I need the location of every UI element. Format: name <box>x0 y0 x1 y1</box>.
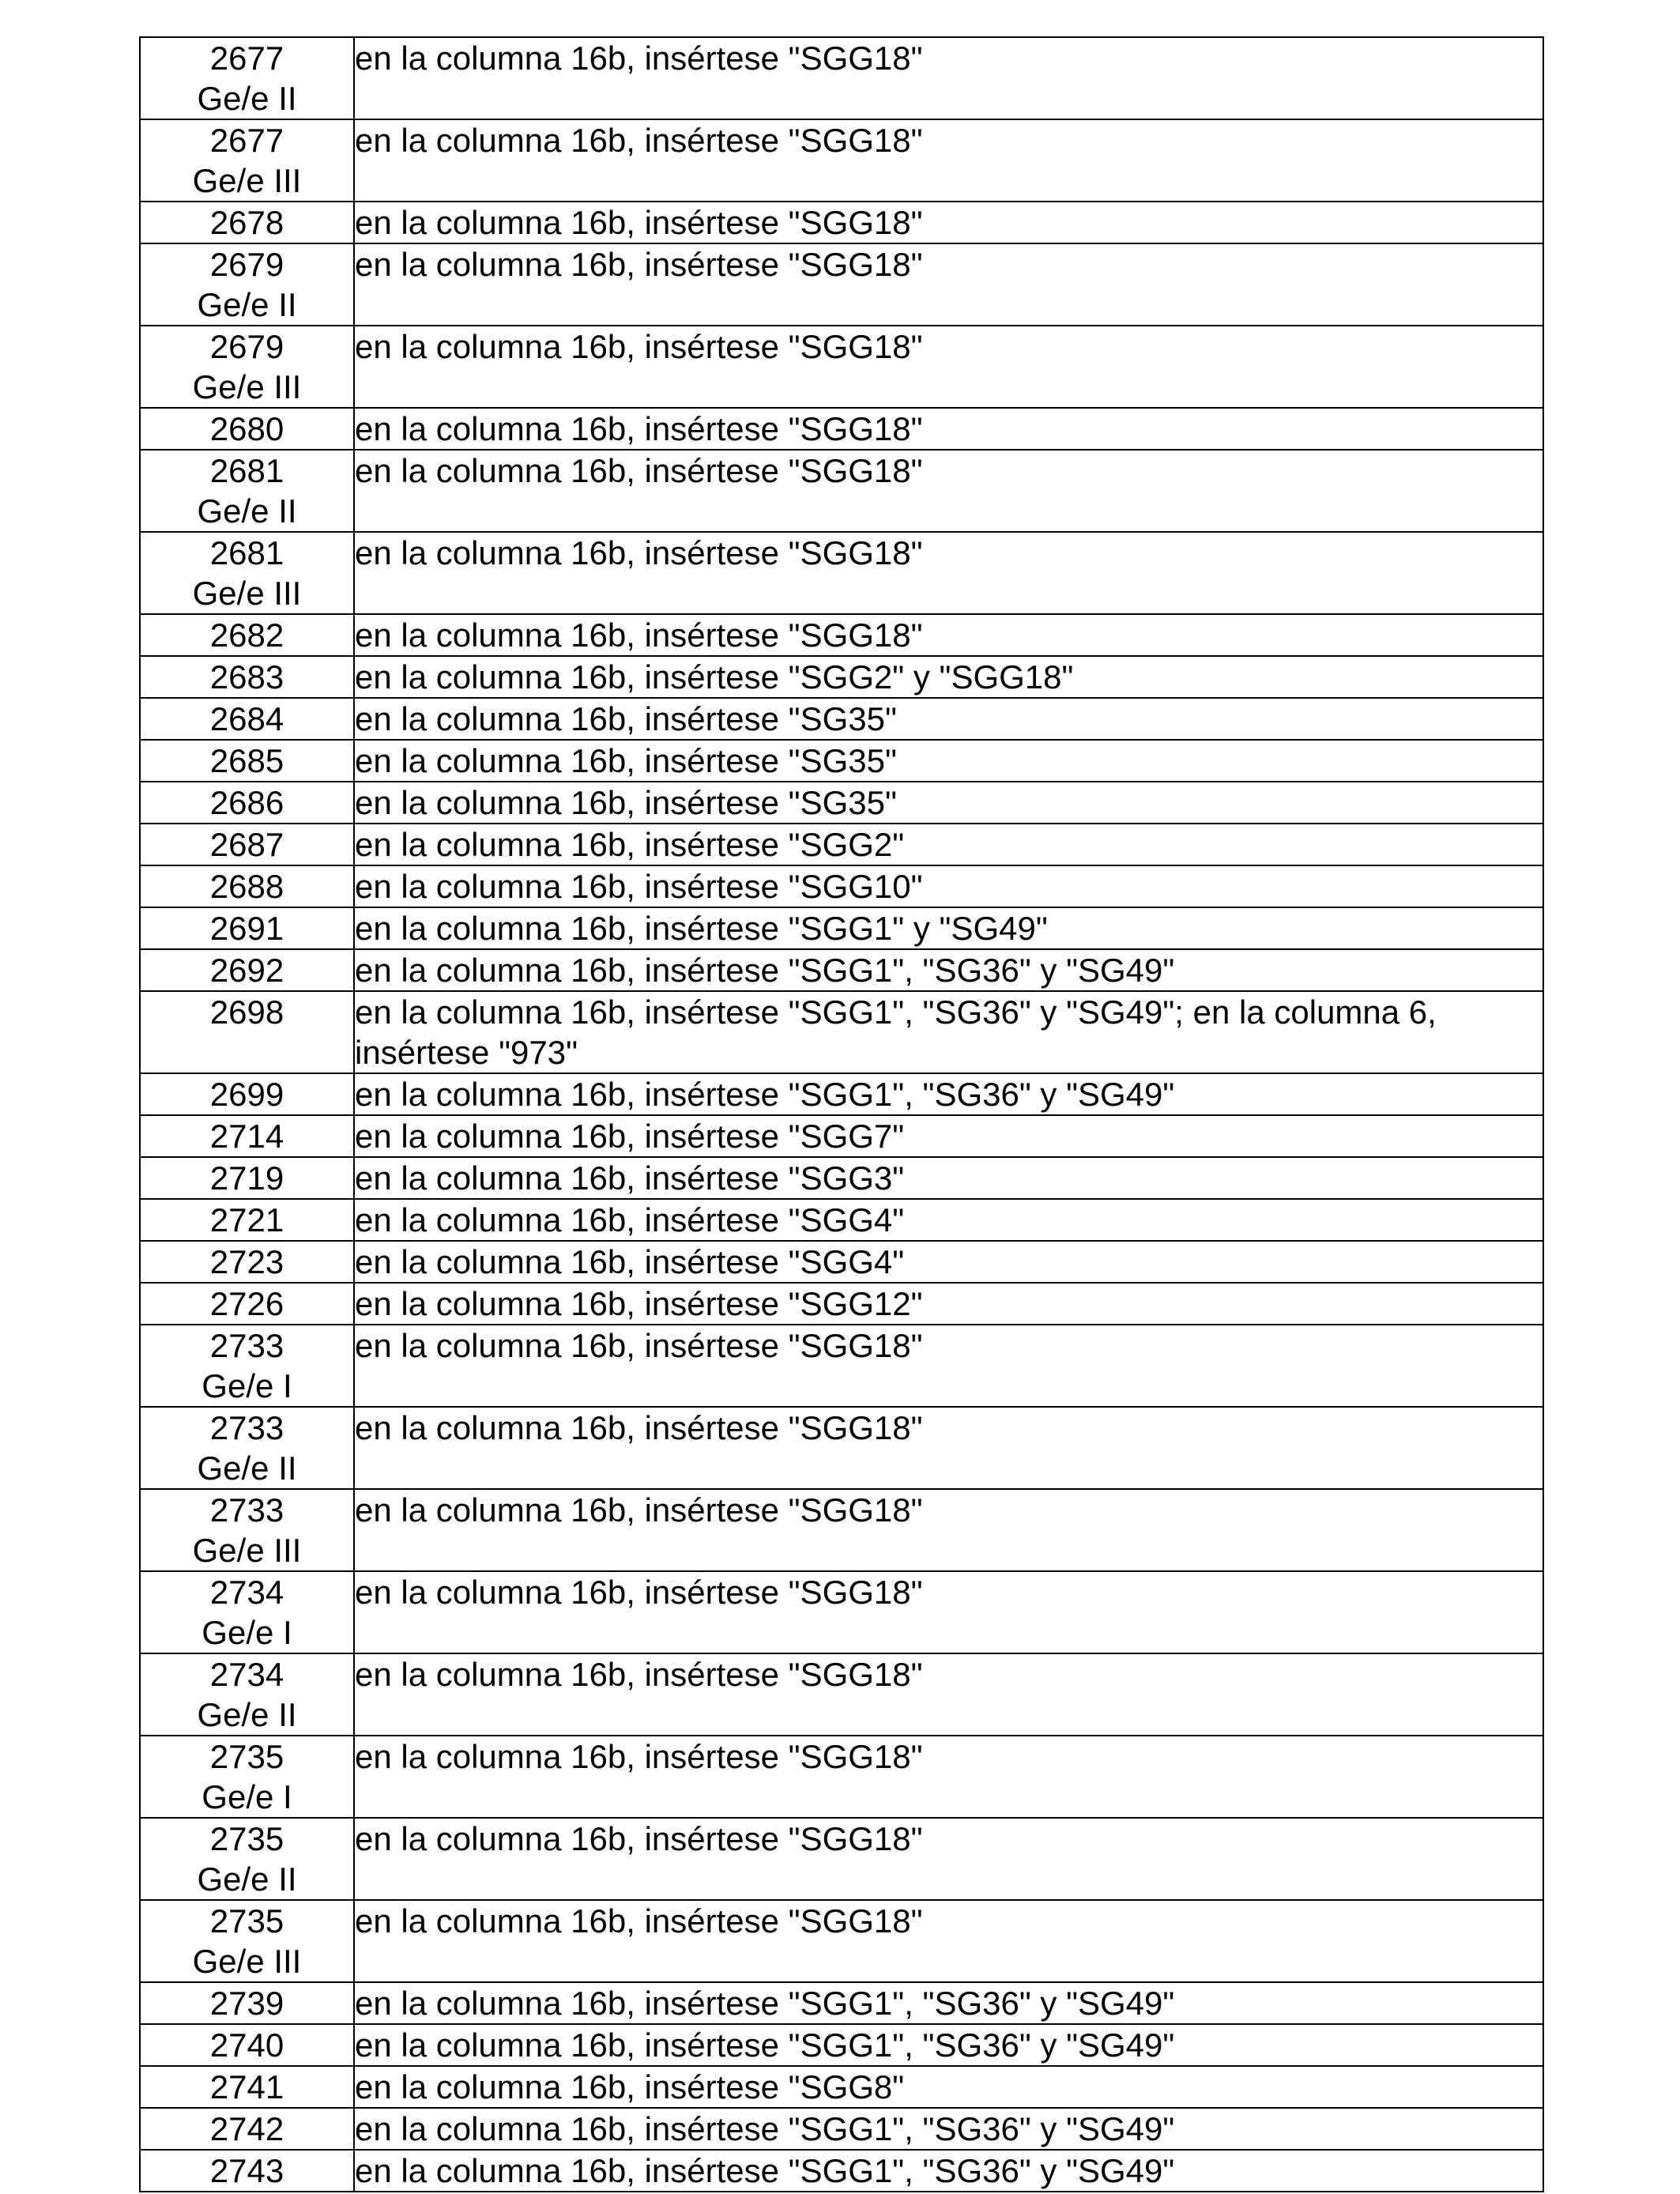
table-row <box>140 1325 1543 1407</box>
amendment-text: en la columna 16b, insértese "SGG3" <box>354 1157 1543 1199</box>
un-number-cell <box>140 907 354 949</box>
amendment-text: en la columna 16b, insértese "SGG18" <box>354 614 1543 656</box>
un-number-cell <box>140 1073 354 1115</box>
un-number-cell <box>140 202 354 243</box>
un-number: 2714 <box>209 1118 284 1155</box>
un-number-cell <box>140 865 354 907</box>
un-number: 2678 <box>209 204 284 241</box>
un-number-cell <box>140 1653 354 1736</box>
amendment-text: en la columna 16b, insértese "SGG18" <box>354 408 1543 450</box>
un-number-cell <box>140 326 354 408</box>
amendment-text: en la columna 16b, insértese "SGG18" <box>354 1571 1543 1653</box>
amendment-text: en la columna 16b, insértese "SGG1", "SG36" y "SG49" <box>354 2024 1543 2066</box>
table-row <box>140 2150 1543 2192</box>
un-number-cell <box>140 1115 354 1157</box>
un-number: 2681 <box>209 534 284 571</box>
amendment-text: en la columna 16b, insértese "SGG1", "SG36" y "SG49" <box>354 2108 1543 2150</box>
un-number-cell <box>140 1199 354 1241</box>
un-number: 2733 <box>209 1327 284 1364</box>
table-row <box>140 1571 1543 1653</box>
un-number: 2686 <box>209 784 284 821</box>
amendment-text: en la columna 16b, insértese "SGG1", "SG36" y "SG49" <box>354 949 1543 991</box>
un-number-cell <box>140 37 354 119</box>
table-row <box>140 907 1543 949</box>
un-number: 2726 <box>209 1285 284 1322</box>
table-row <box>140 119 1543 202</box>
table-row <box>140 824 1543 865</box>
amendment-text: en la columna 16b, insértese "SGG18" <box>354 1818 1543 1900</box>
packing-group-label: Ge/e II <box>197 80 297 117</box>
un-number: 2677 <box>209 40 284 77</box>
packing-group-label: Ge/e III <box>192 368 302 405</box>
packing-group-label: Ge/e II <box>197 1449 297 1487</box>
table-row <box>140 450 1543 532</box>
amendment-text: en la columna 16b, insértese "SG35" <box>354 698 1543 740</box>
amendment-text: en la columna 16b, insértese "SGG2" y "SGG18" <box>354 656 1543 698</box>
un-number-cell <box>140 614 354 656</box>
amendment-text: en la columna 16b, insértese "SGG18" <box>354 450 1543 532</box>
table-row <box>140 1199 1543 1241</box>
un-number: 2740 <box>209 2026 284 2064</box>
un-number: 2679 <box>209 328 284 365</box>
packing-group-label: Ge/e II <box>197 1860 297 1898</box>
un-number: 2691 <box>209 910 284 947</box>
table-row <box>140 865 1543 907</box>
un-number-cell <box>140 1736 354 1818</box>
packing-group-label: Ge/e III <box>192 1532 302 1569</box>
un-number: 2698 <box>209 993 284 1031</box>
un-number-cell <box>140 408 354 450</box>
packing-group-label: Ge/e I <box>202 1778 292 1815</box>
un-number: 2733 <box>209 1491 284 1529</box>
un-number: 2680 <box>209 410 284 447</box>
un-number-cell <box>140 740 354 782</box>
un-number: 2684 <box>209 700 284 737</box>
amendment-text: en la columna 16b, insértese "SGG18" <box>354 119 1543 202</box>
packing-group-label: Ge/e II <box>197 1696 297 1733</box>
amendment-text: en la columna 16b, insértese "SGG4" <box>354 1241 1543 1283</box>
amendment-text: en la columna 16b, insértese "SGG1", "SG36" y "SG49" <box>354 1982 1543 2024</box>
table-row <box>140 37 1543 119</box>
un-number-cell <box>140 1407 354 1489</box>
un-number-cell <box>140 2108 354 2150</box>
table-row <box>140 782 1543 824</box>
un-number-cell <box>140 1325 354 1407</box>
un-number: 2735 <box>209 1902 284 1940</box>
un-number-cell <box>140 2066 354 2108</box>
table-row <box>140 202 1543 243</box>
amendment-text: en la columna 16b, insértese "SG35" <box>354 782 1543 824</box>
amendment-text: en la columna 16b, insértese "SGG18" <box>354 1489 1543 1571</box>
packing-group-label: Ge/e II <box>197 492 297 530</box>
table-row <box>140 614 1543 656</box>
table-row <box>140 532 1543 614</box>
un-number-cell <box>140 119 354 202</box>
un-number-cell <box>140 991 354 1073</box>
un-number: 2734 <box>209 1574 284 1611</box>
table-row <box>140 1407 1543 1489</box>
amendment-text: en la columna 16b, insértese "SGG18" <box>354 1653 1543 1736</box>
un-number-cell <box>140 450 354 532</box>
un-number-cell <box>140 1818 354 1900</box>
amendment-text: en la columna 16b, insértese "SGG10" <box>354 865 1543 907</box>
table-row <box>140 326 1543 408</box>
un-number-cell <box>140 1283 354 1325</box>
amendment-text: en la columna 16b, insértese "SG35" <box>354 740 1543 782</box>
amendment-text: en la columna 16b, insértese "SGG18" <box>354 532 1543 614</box>
un-number: 2742 <box>209 2110 284 2147</box>
table-row <box>140 1115 1543 1157</box>
un-number-cell <box>140 2024 354 2066</box>
table-row <box>140 698 1543 740</box>
table-row <box>140 949 1543 991</box>
un-number: 2739 <box>209 1985 284 2022</box>
amendment-text: en la columna 16b, insértese "SGG1", "SG36" y "SG49" <box>354 1073 1543 1115</box>
amendment-text: en la columna 16b, insértese "SGG4" <box>354 1199 1543 1241</box>
packing-group-label: Ge/e III <box>192 575 302 612</box>
amendment-text: en la columna 16b, insértese "SGG7" <box>354 1115 1543 1157</box>
amendment-text: en la columna 16b, insértese "SGG18" <box>354 1736 1543 1818</box>
amendment-text: en la columna 16b, insértese "SGG1", "SG36" y "SG49"; en la columna 6, insértese "973" <box>354 991 1543 1073</box>
amendment-text: en la columna 16b, insértese "SGG18" <box>354 1900 1543 1982</box>
un-number-cell <box>140 243 354 326</box>
table-row <box>140 1157 1543 1199</box>
un-number: 2733 <box>209 1409 284 1446</box>
un-number: 2677 <box>209 122 284 159</box>
un-number: 2683 <box>209 658 284 696</box>
table-row <box>140 1241 1543 1283</box>
table-row <box>140 408 1543 450</box>
un-number-cell <box>140 656 354 698</box>
un-number: 2679 <box>209 246 284 283</box>
un-number-cell <box>140 1571 354 1653</box>
un-number-cell <box>140 1489 354 1571</box>
un-number-cell <box>140 824 354 865</box>
un-number: 2723 <box>209 1243 284 1280</box>
table-row <box>140 991 1543 1073</box>
un-number-cell <box>140 698 354 740</box>
amendments-table <box>139 36 1544 2192</box>
un-number: 2719 <box>209 1159 284 1197</box>
table-row <box>140 2066 1543 2108</box>
amendment-text: en la columna 16b, insértese "SGG18" <box>354 37 1543 119</box>
un-number-cell <box>140 532 354 614</box>
amendment-text: en la columna 16b, insértese "SGG1", "SG36" y "SG49" <box>354 2150 1543 2192</box>
amendment-text: en la columna 16b, insértese "SGG18" <box>354 1407 1543 1489</box>
un-number: 2735 <box>209 1738 284 1775</box>
un-number: 2734 <box>209 1656 284 1693</box>
table-row <box>140 1073 1543 1115</box>
packing-group-label: Ge/e III <box>192 162 302 199</box>
amendment-text: en la columna 16b, insértese "SGG18" <box>354 1325 1543 1407</box>
un-number: 2681 <box>209 452 284 489</box>
un-number: 2721 <box>209 1201 284 1238</box>
table-row <box>140 2024 1543 2066</box>
un-number-cell <box>140 1900 354 1982</box>
un-number: 2692 <box>209 952 284 989</box>
table-row <box>140 2108 1543 2150</box>
un-number: 2743 <box>209 2152 284 2189</box>
un-number-cell <box>140 1982 354 2024</box>
un-number-cell <box>140 1241 354 1283</box>
table-row <box>140 656 1543 698</box>
table-row <box>140 1653 1543 1736</box>
packing-group-label: Ge/e II <box>197 286 297 323</box>
amendment-text: en la columna 16b, insértese "SGG18" <box>354 202 1543 243</box>
amendment-text: en la columna 16b, insértese "SGG8" <box>354 2066 1543 2108</box>
table-row <box>140 740 1543 782</box>
amendment-text: en la columna 16b, insértese "SGG1" y "SG49" <box>354 907 1543 949</box>
un-number: 2685 <box>209 742 284 779</box>
packing-group-label: Ge/e III <box>192 1943 302 1980</box>
amendment-text: en la columna 16b, insértese "SGG18" <box>354 243 1543 326</box>
amendment-text: en la columna 16b, insértese "SGG2" <box>354 824 1543 865</box>
un-number: 2741 <box>209 2068 284 2105</box>
un-number: 2688 <box>209 868 284 905</box>
packing-group-label: Ge/e I <box>202 1367 292 1404</box>
un-number-cell <box>140 949 354 991</box>
un-number-cell <box>140 1157 354 1199</box>
table-row <box>140 1818 1543 1900</box>
table-row <box>140 1900 1543 1982</box>
un-number-cell <box>140 2150 354 2192</box>
un-number: 2735 <box>209 1820 284 1857</box>
amendments-table-body <box>140 37 1543 2192</box>
un-number: 2699 <box>209 1076 284 1113</box>
un-number: 2687 <box>209 826 284 863</box>
table-row <box>140 243 1543 326</box>
un-number: 2682 <box>209 616 284 654</box>
table-row <box>140 1736 1543 1818</box>
un-number-cell <box>140 782 354 824</box>
table-row <box>140 1283 1543 1325</box>
amendment-text: en la columna 16b, insértese "SGG12" <box>354 1283 1543 1325</box>
packing-group-label: Ge/e I <box>202 1614 292 1651</box>
table-row <box>140 1982 1543 2024</box>
amendment-text: en la columna 16b, insértese "SGG18" <box>354 326 1543 408</box>
table-row <box>140 1489 1543 1571</box>
